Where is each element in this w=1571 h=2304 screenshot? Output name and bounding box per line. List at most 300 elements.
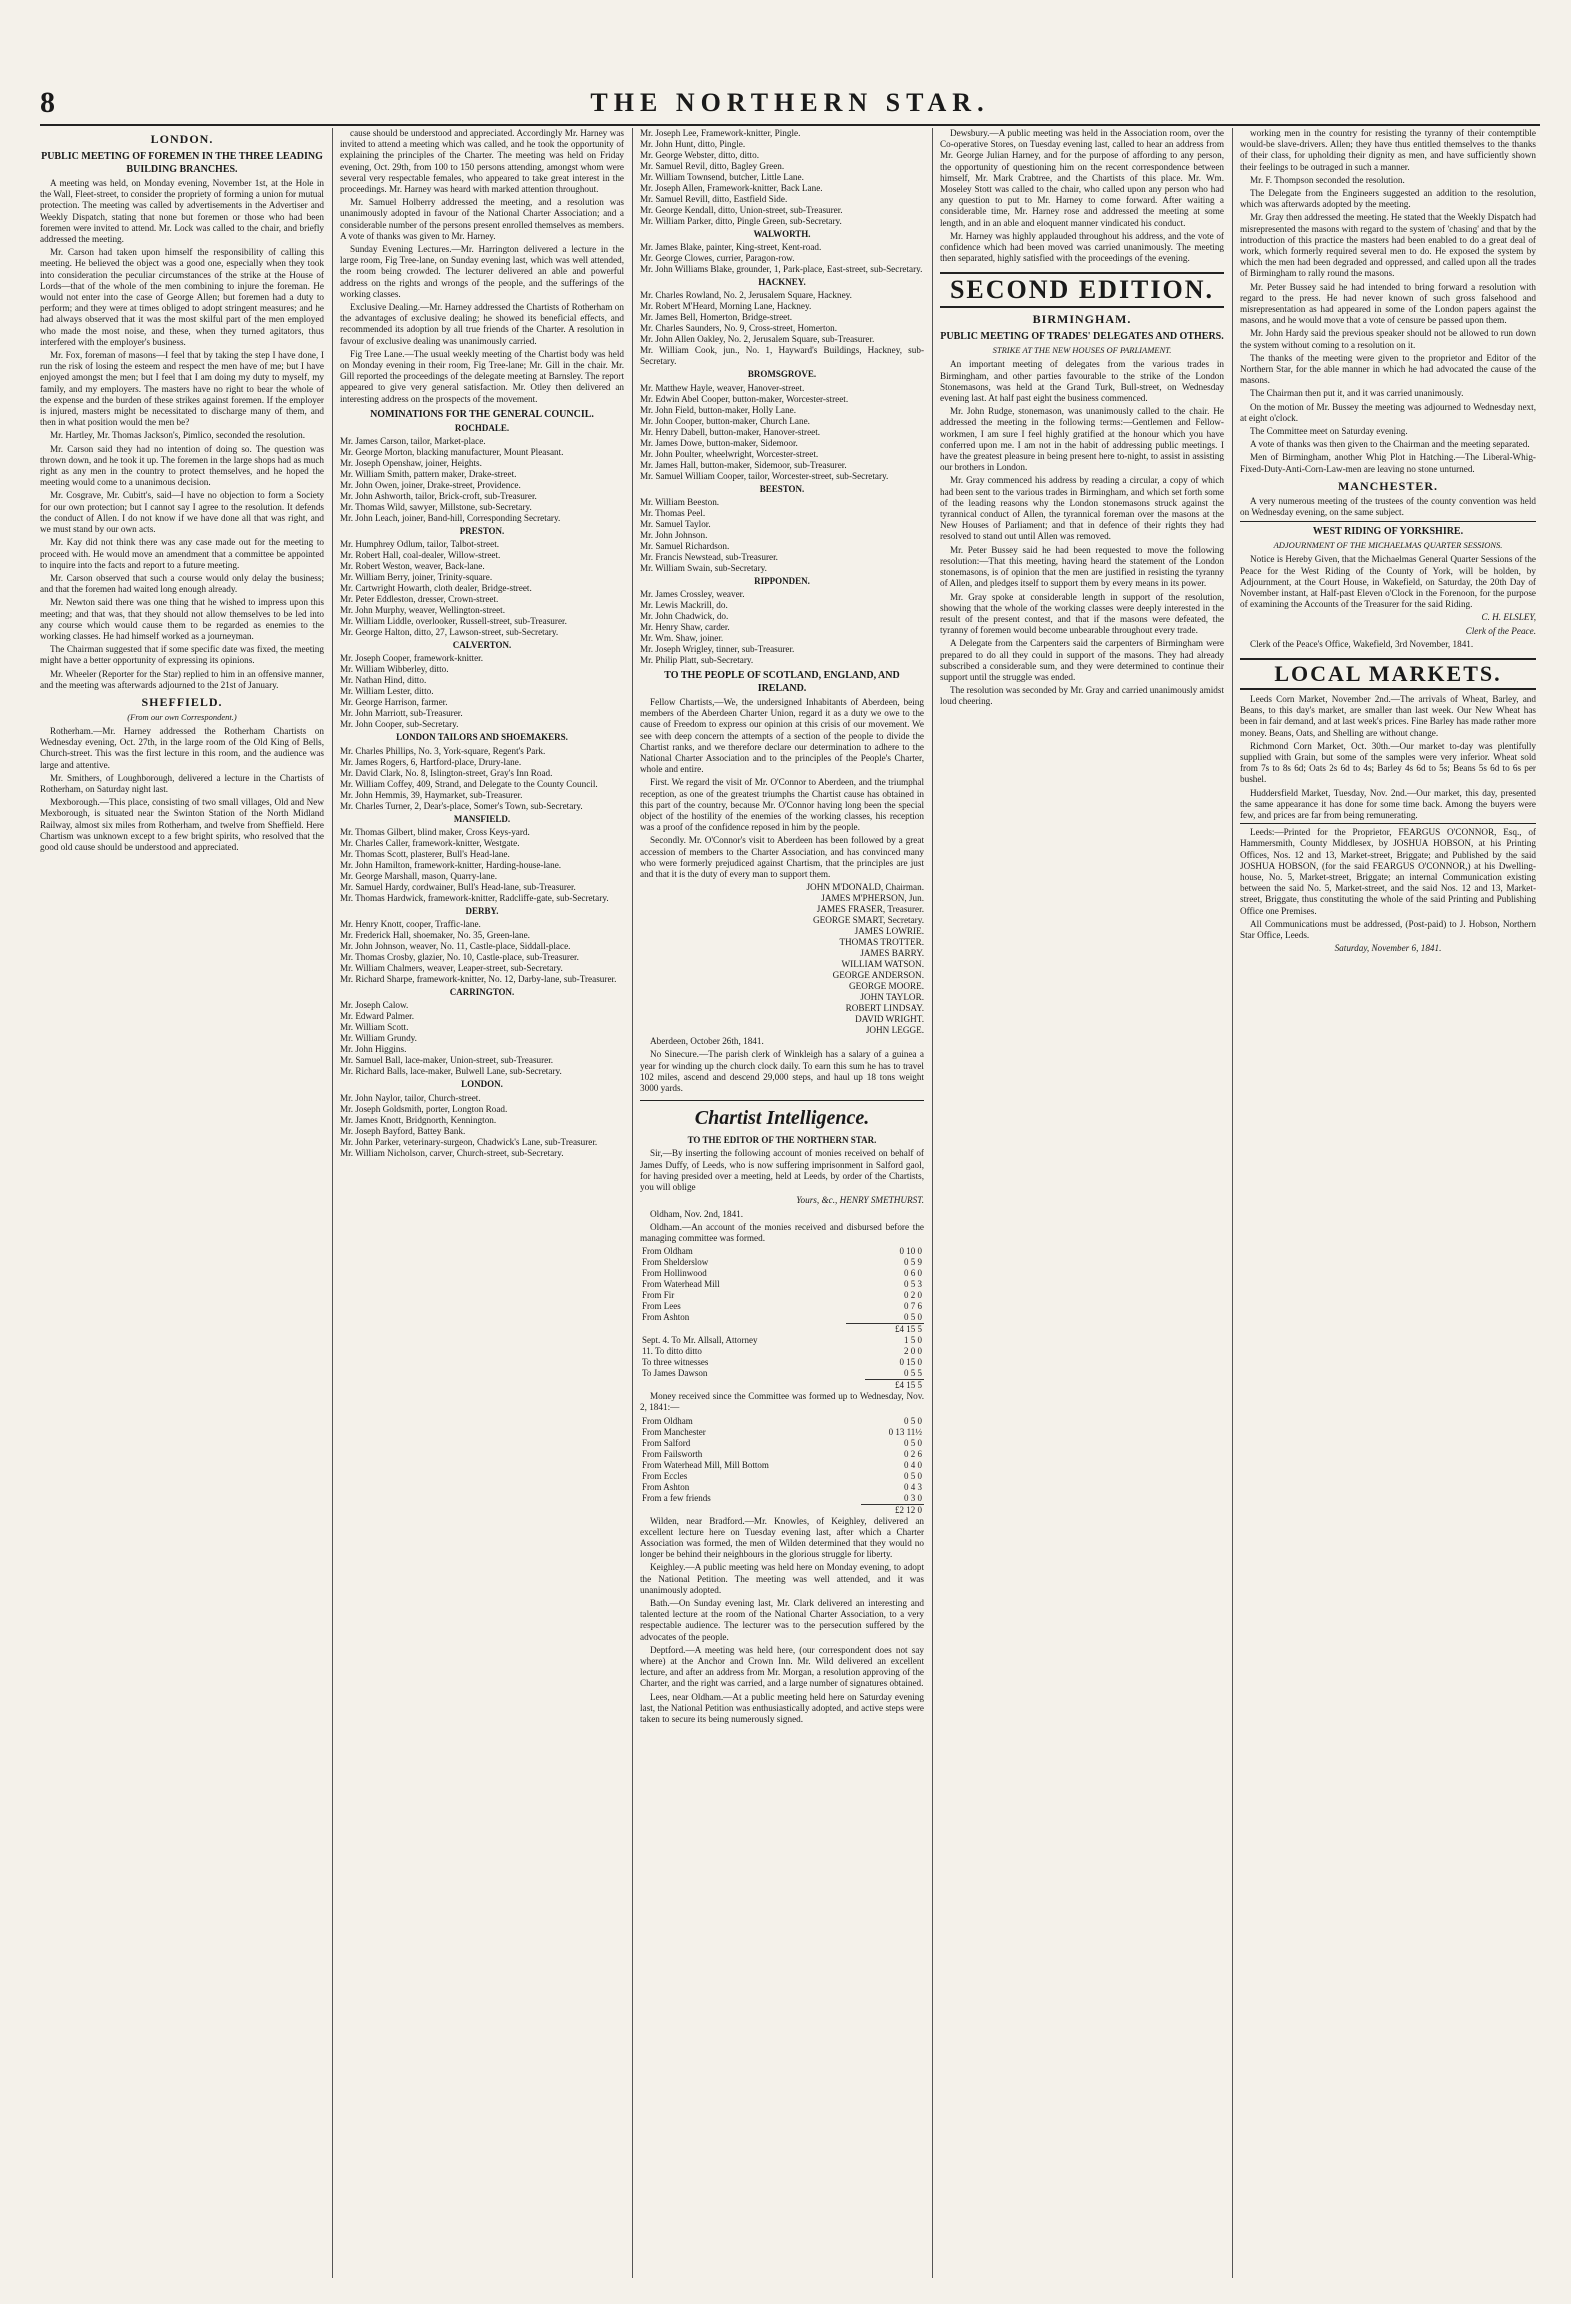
list-item: Mr. James Blake, painter, King-street, Kent-road. [640,242,822,253]
article-paragraph: Mr. Gray then addressed the meeting. He stated that the Weekly Dispatch had misrepresented the masons with regard to the system of 'chasing' and that by the introduction of this practice the masters had been enabled to do a great deal of work, which formerly required several men to do. He exposed the system by which the men had been degraded and oppressed, and called upon all the trades of Birmingham to rally round the masons. [1240,212,1536,279]
list-item: Mr. William Nicholson, carver, Church-street, sub-Secretary. [340,1147,564,1158]
article-paragraph: Mr. Harney was highly applauded throughout his address, and the vote of confidence which had been moved was carried unanimously. The meeting then separated, highly satisfied with the proceedings of the evening. [940,230,1224,264]
article-paragraph: A vote of thanks was then given to the Chairman and the meeting separated. [1250,439,1530,450]
article-paragraph: Mr. F. Thompson seconded the resolution. [1250,174,1405,185]
ripponden-heading: RIPPONDEN. [754,575,810,586]
list-item: Mr. William Coffey, 409, Strand, and Delegate to the County Council. [340,778,598,789]
list-item: Mr. John Hunt, ditto, Pingle. [640,139,746,149]
article-paragraph: Dewsbury.—A public meeting was held in the Association room, over the Co-operative Stores, on Tuesday evening last, called to hear an address from Mr. George Julian Harney, and for the purpose of affording to any person, the opportunity of questioning him on the recent correspondence between himself, Mr. Mark Crabtree, and the Chartists of this place. Mr. Wm. Moseley Stott was called to the chair, who called upon any person who had any question to put to Mr. Harney to come forward. After waiting a considerable time, Mr. Harney rose and addressed the meeting at some length, and in an able and eloquent manner vindicated his conduct. [940,128,1224,228]
table-cell-amount: 0 5 0 [904,1470,922,1481]
list-item: Mr. Joseph Calow. [340,1000,409,1011]
article-paragraph: Mr. Hartley, Mr. Thomas Jackson's, Pimlico, seconded the resolution. [50,430,306,441]
article-paragraph: The Chairman suggested that if some specific date was fixed, the meeting might have a better opportunity of expressing its opinions. [40,644,324,666]
list-item: Mr. Joseph Goldsmith, porter, Longton Road. [340,1103,508,1114]
list-item: Mr. Robert Weston, weaver, Back-lane. [340,561,485,572]
article-paragraph: Mr. Cosgrave, Mr. Cubitt's, said—I have no objection to form a Society for our own protection; but I cannot say I agree to the resolution. It defends the conduct of Allen. I do not know if we have done all that was right, and we must stand by our own acts. [40,490,324,535]
list-item: Mr. Henry Shaw, carder. [640,622,730,633]
second-edition-heading: SECOND EDITION. [940,272,1224,308]
list-item: Mr. George Morton, blacking manufacturer, Mount Pleasant. [340,447,564,458]
article-paragraph: Lees, near Oldham.—At a public meeting held here on Saturday evening last, the National Petition was enthusiastically adopted, and active steps were taken to secure its being numerously signed. [640,1691,924,1724]
column-5 [1240,128,1536,2278]
list-item: Mr. Edwin Abel Cooper, button-maker, Worcester-street. [640,393,849,404]
list-item: Mr. John Murphy, weaver, Wellington-street. [340,605,505,616]
list-item: Mr. James Bell, Homerton, Bridge-street. [640,312,793,323]
birmingham-heading: BIRMINGHAM. [1032,312,1132,327]
article-paragraph: Bath.—On Sunday evening last, Mr. Clark delivered an interesting and talented lecture at the room of the National Charter Association, to a very respectable audience. The lecturer was to the persecution suffered by the advocates of the people. [640,1597,924,1642]
calverton-list [340,653,624,730]
table-cell-item: From Failsworth [642,1448,703,1459]
ripponden-list [640,589,924,666]
list-item: Mr. Thomas Scott, plasterer, Bull's Head-lane. [340,848,510,859]
list-item: Mr. George Halton, ditto, 27, Lawson-street, sub-Secretary. [340,627,559,638]
table-row [640,1301,924,1312]
table-cell-amount: 0 5 5 [904,1368,922,1379]
list-item: Mr. John Higgins. [340,1044,407,1055]
list-item: Mr. William Cook, jun., No. 1, Hayward's Buildings, Hackney, sub-Secretary. [640,345,924,367]
table-total: £4 15 5 [846,1324,924,1336]
article-paragraph: A Delegate from the Carpenters said the carpenters of Birmingham were prepared to do all they could in support of the masons. They had already subscribed a considerable sum, and they were determined to continue their support until the struggle was ended. [940,638,1224,682]
list-item: Mr. Joseph Lee, Framework-knitter, Pingle. [640,128,801,138]
article-paragraph: Mr. Kay did not think there was any case made out for the meeting to proceed with. He would move an amendment that a committee be appointed to inquire into the facts and report to a future meeting. [40,537,324,570]
table-row [640,1279,924,1290]
london-heading: LONDON. [150,132,214,146]
list-item: Mr. John Allen Oakley, No. 2, Jerusalem Square, sub-Treasurer. [640,334,875,345]
table-row [640,1290,924,1301]
list-item: Mr. Henry Knott, cooper, Traffic-lane. [340,919,481,930]
page-columns [40,128,1540,2278]
sheffield-heading: SHEFFIELD. [141,694,223,709]
table-cell-amount: 0 4 3 [904,1481,922,1492]
table-cell-blank [640,1380,865,1392]
table-cell-item: To James Dawson [642,1368,708,1379]
table-cell-item: From Hollinwood [642,1268,707,1279]
list-item: Mr. James Crossley, weaver. [640,589,745,600]
list-item: Mr. Thomas Peel. [640,507,706,518]
list-item: Mr. John Owen, joiner, Drake-street, Providence. [340,480,521,491]
list-item: Mr. John Hamilton, framework-knitter, Harding-house-lane. [340,859,562,870]
table-cell-amount: 0 10 0 [899,1246,922,1257]
rochdale-list [340,436,624,524]
table-cell-blank [640,1504,861,1516]
london-tailors-heading: LONDON TAILORS AND SHOEMAKERS. [396,732,568,743]
derby-heading: DERBY. [465,905,499,916]
letter-place: Oldham, Nov. 2nd, 1841. [650,1208,744,1219]
list-item: Mr. William Wibberley, ditto. [340,664,449,675]
list-item: Mr. Lewis Mackrill, do. [640,600,728,611]
list-item: Mr. Samuel Taylor. [640,518,711,529]
beeston-heading: BEESTON. [759,483,805,494]
article-paragraph: Sunday Evening Lectures.—Mr. Harrington delivered a lecture in the large room, Fig Tree-lane, on Sunday evening last, which was well attended, the room being crowded. The lecturer delivered an able and powerful address on the rights and wrongs of the people, and the sufferings of the working classes. [340,244,624,299]
table-row [640,1346,924,1357]
list-item: Mr. John Ashworth, tailor, Brick-croft, sub-Treasurer. [340,491,537,502]
list-item: Mr. Francis Newstead, sub-Treasurer. [640,551,778,562]
list-item: Mr. Charles Rowland, No. 2, Jerusalem Square, Hackney. [640,290,852,301]
list-item: Mr. George Clowes, currier, Paragon-row. [640,253,795,264]
list-item: Mr. William Chalmers, weaver, Leaper-street, sub-Secretary. [340,963,563,974]
table-row [640,1257,924,1268]
table-cell-item: 11. To ditto ditto [642,1346,702,1357]
article-paragraph: Mr. Carson observed that such a course would only delay the business; and that the foremen had waited long enough already. [40,572,324,595]
table-total-row [640,1324,924,1336]
article-paragraph: Oldham.—An account of the monies received and disbursed before the managing committee was formed. [640,1221,924,1243]
table-row [640,1460,924,1471]
list-item: Mr. Robert M'Heard, Morning Lane, Hackney. [640,301,812,312]
list-item: JOHN M'DONALD, Chairman. [806,882,924,893]
table-cell-item: From Lees [642,1301,681,1312]
table-cell-amount: 0 13 11½ [888,1426,922,1437]
list-item: Mr. Samuel Revill, ditto, Eastfield Side. [640,194,788,204]
table-cell-item: From Fir [642,1290,675,1301]
list-item: Mr. Joseph Allen, Framework-knitter, Back Lane. [640,183,823,193]
list-item: Mr. Matthew Hayle, weaver, Hanover-street. [640,382,805,393]
table-row [640,1312,924,1324]
article-paragraph: Mr. Smithers, of Loughborough, delivered a lecture in the Chartists of Rotherham, on Saturday night last. [40,772,324,794]
sutton-list [640,128,924,227]
chartist-intelligence-heading: Chartist Intelligence. [640,1100,924,1131]
table-cell-item: From Waterhead Mill [642,1279,720,1290]
table-row [640,1246,924,1257]
table-total-row [640,1380,924,1392]
hackney-heading: HACKNEY. [758,277,806,288]
table-cell-item: From Salford [642,1437,691,1448]
table-total: £4 15 5 [865,1380,924,1392]
local-markets-heading: LOCAL MARKETS. [1240,658,1536,690]
newspaper-title: THE NORTHERN STAR. [590,88,990,117]
article-paragraph: cause should be understood and appreciated. Accordingly Mr. Harney was invited to attend a meeting which was called, and he took the opportunity of explaining the principles of the Charter. The meeting was held on Friday evening, Oct. 29th, from 100 to 150 persons attending, amongst whom were several very respectable females, who appeared to take great interest in the proceedings. Mr. Harney was heard with marked attention throughout. [340,128,624,195]
table-cell-item: From Ashton [642,1312,690,1323]
list-item: Mr. John Hemmis, 39, Haymarket, sub-Treasurer. [340,789,523,800]
list-item: GEORGE ANDERSON. [832,970,924,981]
mansfield-heading: MANSFIELD. [453,813,511,824]
list-item: Mr. George Webster, ditto, ditto. [640,150,759,160]
table-cell-amount: 0 5 0 [904,1415,922,1426]
column-4 [940,128,1224,2278]
bromsgrove-list [640,383,924,482]
article-paragraph: Mr. Carson had taken upon himself the responsibility of calling this meeting. He believed the object was a good one, especially when they took into consideration the peculiar circumstances of the strike at the House of Lords—that of the whole of the men combining to injure the foreman. He would not enter into the case of George Allen; but foremen had a duty to perform; and they were at times obliged to adopt stringent measures; and he had always observed that it was the most skilful part of the men employed who made the most noise, and these, when they turned agitators, thus interfered with the employer's business. [40,247,324,347]
table-row [640,1335,924,1346]
list-item: Mr. David Clark, No. 8, Islington-street, Gray's Inn Road. [340,767,553,778]
list-item: Mr. Edward Palmer. [340,1011,414,1022]
table-cell-amount: 0 5 0 [904,1312,922,1323]
article-paragraph: Deptford.—A meeting was held here, (our correspondent does not say where) at the Anchor and Crown Inn. Mr. Wild delivered an excellent lecture, and after an address from Mr. Morgan, a resolution approving of the Charter, and the right was carried, and a large number of signatures obtained. [640,1644,924,1689]
article-paragraph: The Committee meet on Saturday evening. [1250,426,1408,437]
strike-subheading: STRIKE AT THE NEW HOUSES OF PARLIAMENT. [992,345,1172,356]
article-paragraph: Mr. Samuel Holberry addressed the meeting, and a resolution was unanimously adopted in favour of the National Charter Association; and a considerable number of the persons present enrolled themselves as members. A vote of thanks was given to Mr. Harney. [340,197,624,241]
list-item: Mr. Peter Eddleston, dresser, Crown-street. [340,594,499,605]
table-total-row [640,1504,924,1516]
list-item: Mr. James Carson, tailor, Market-place. [340,436,486,447]
list-item: Mr. Richard Sharpe, framework-knitter, No. 12, Darby-lane, sub-Treasurer. [340,974,617,985]
mansfield-list [340,827,624,904]
table-cell-amount: 0 5 0 [904,1437,922,1448]
list-item: Mr. Charles Caller, framework-knitter, Westgate. [340,837,520,848]
foremen-meeting-heading: PUBLIC MEETING OF FOREMEN IN THE THREE LEADING BUILDING BRANCHES. [41,151,323,175]
list-item: Mr. Samuel Revil, ditto, Bagley Green. [640,161,785,171]
list-item: Mr. George Marshall, mason, Quarry-lane. [340,870,497,881]
list-item: GEORGE MOORE. [848,981,924,992]
table-row [640,1493,924,1505]
list-item: Mr. Joseph Cooper, framework-knitter. [340,653,484,664]
list-item: Mr. William Townsend, butcher, Little Lane. [640,172,804,182]
preston-list [340,539,624,638]
money-table [640,1416,924,1516]
article-paragraph: Money received since the Committee was formed up to Wednesday, Nov. 2, 1841:— [640,1391,924,1413]
signature-list [640,882,924,1036]
article-paragraph: Mr. Wheeler (Reporter for the Star) replied to him in an offensive manner, and the meeting was afterwards adjourned to the 21st of January. [40,668,324,690]
table-row [640,1427,924,1438]
credit-table [640,1335,924,1391]
table-cell-amount: 0 15 0 [899,1357,922,1368]
table-cell-blank [640,1324,846,1336]
table-cell-item: To three witnesses [642,1357,709,1368]
notice-paragraph: Notice is Hereby Given, that the Michaelmas General Quarter Sessions of the Peace for the West Riding of the County of York, will be holden, by Adjournment, at the Court House, in Wakefield, on Saturday, the 20th Day of November instant, at Half-past Eleven o'Clock in the Forenoon, for the purpose of examining the Accounts of the Treasurer for the said Riding. [1240,554,1536,610]
list-item: DAVID WRIGHT. [855,1014,924,1025]
article-paragraph: A meeting was held, on Monday evening, November 1st, at the Hole in the Wall, Fleet-street, to consider the propriety of forming a union for mutual protection. The meeting was called by advertisements in the Advertiser and Weekly Dispatch, stating that none but foremen or those who had been foremen were invited to attend. Mr. Lock was called to the chair, and briefly addressed the meeting. [40,178,324,245]
list-item: Mr. James Rogers, 6, Hartford-place, Drury-lane. [340,756,522,767]
article-paragraph: The thanks of the meeting were given to the proprietor and Editor of the Northern Star, for the able manner in which he had advocated the cause of the masons. [1240,352,1536,386]
table-cell-amount: 0 2 6 [904,1448,922,1459]
table-row [640,1438,924,1449]
table-row [640,1449,924,1460]
list-item: Mr. Charles Saunders, No. 9, Cross-street, Homerton. [640,323,837,334]
column-2 [340,128,624,2278]
list-item: Mr. Thomas Hardwick, framework-knitter, Radcliffe-gate, sub-Secretary. [340,892,609,903]
list-item: JAMES FRASER, Treasurer. [816,904,924,915]
notice-place: Clerk of the Peace's Office, Wakefield, 3rd November, 1841. [1250,638,1474,649]
article-paragraph: Mr. Newton said there was one thing that he wished to impress upon this meeting; and that was, that they should not allow themselves to be led into any course which would cause them to be regarded as enemies to the working classes. He had himself worked as a journeyman. [40,597,324,641]
list-item: Mr. William Smith, pattern maker, Drake-street. [340,469,517,480]
table-cell-amount: 0 2 0 [904,1290,922,1301]
table-row [640,1268,924,1279]
table-total: £2 12 0 [861,1504,924,1516]
list-item: Mr. Cartwright Howarth, cloth dealer, Bridge-street. [340,583,532,594]
list-item: Mr. James Hall, button-maker, Sidemoor, sub-Treasurer. [640,459,847,470]
article-paragraph: Mr. John Hardy said the previous speaker should not be allowed to run down the system without coming to a resolution on it. [1240,328,1536,350]
table-cell-amount: 1 5 0 [904,1335,922,1346]
list-item: Mr. Thomas Gilbert, blind maker, Cross Keys-yard. [340,826,530,837]
article-paragraph: Men of Birmingham, another Whig Plot in Hatching.—The Liberal-Whig-Fixed-Duty-Anti-Corn-Law-men are leaving no stone unturned. [1240,452,1536,474]
list-item: JOHN TAYLOR. [860,992,924,1003]
list-item: Mr. George Harrison, farmer. [340,697,448,708]
list-item: Mr. John Parker, veterinary-surgeon, Chadwick's Lane, sub-Treasurer. [340,1136,598,1147]
list-item: Mr. Charles Phillips, No. 3, York-square, Regent's Park. [340,745,546,756]
list-item: Mr. Henry Dabell, button-maker, Hanover-street. [640,426,821,437]
list-item: Mr. Joseph Openshaw, joiner, Heights. [340,458,482,469]
list-item: Mr. Philip Platt, sub-Secretary. [640,655,754,666]
article-paragraph: First. We regard the visit of Mr. O'Connor to Aberdeen, and the triumphal reception, as one of the greatest triumphs the Chartist cause has obtained in this part of the country, because Mr. O'Connor having long been the special object of the hostility of the enemies of the working classes, his reception was a proof of the confidence reposed in him by the people. [640,777,924,833]
article-paragraph: Mr. Gray commenced his address by reading a circular, a copy of which had been sent to the various trades in Birmingham, and which set forth some of the leading reasons why the London stonemasons struck against the tyrannical conduct of Allen, the tyrannical foreman over the masons at the New Houses of Parliament; and that in defence of their rights they had resolved to stand out until Allen was removed. [940,475,1224,542]
list-item: Mr. William Lester, ditto. [340,686,434,697]
article-paragraph: The resolution was seconded by Mr. Gray and carried unanimously amidst loud cheering. [940,685,1224,707]
hackney-list [640,290,924,367]
list-item: Mr. John Williams Blake, grounder, 1, Park-place, East-street, sub-Secretary. [640,264,923,275]
table-cell-item: From Ashton [642,1481,690,1492]
list-item: Mr. Samuel Richardson. [640,540,730,551]
walworth-heading: WALWORTH. [753,229,811,239]
market-report: Leeds Corn Market, November 2nd.—The arrivals of Wheat, Barley, and Beans, to this day's market, are smaller than last week. Our New Wheat has been in fair demand, and at last week's prices. Fine Barley has made rather more money. Beans, Oats, and Shelling are without change. [1240,693,1536,738]
list-item: Mr. William Parker, ditto, Pingle Green, sub-Secretary. [640,216,842,226]
london-tailors-list [340,746,624,812]
article-paragraph: Rotherham.—Mr. Harney addressed the Rotherham Chartists on Wednesday evening, Oct. 27th, in the large room of the Old King of Bells, Church-street. This was the first lecture in this room, and the audience was large and attentive. [40,725,324,770]
article-paragraph: Mr. Gray spoke at considerable length in support of the resolution, showing that the whole of the working classes were deeply interested in the result of the present contest, and that if the masons were defeated, the tyranny of foremen would become unbearable throughout every trade. [940,591,1224,636]
article-paragraph: Sir,—By inserting the following account of monies received on behalf of James Duffy, of Leeds, who is now suffering imprisonment in Salford gaol, for having presided over a meeting, held at Leeds, by order of the Chartists, you will oblige [640,1148,924,1193]
market-report: Richmond Corn Market, Oct. 30th.—Our market to-day was plentifully supplied with Grain, but some of the samples were very inferior. Wheat sold from 7s to 8s 6d; Oats 2s 6d to 4s; Barley 4s 6d to 5s; Beans 5s 6d to 6s per bushel. [1240,740,1536,785]
table-cell-amount: 0 6 0 [904,1268,922,1279]
letter-signature: Yours, &c., HENRY SMETHURST. [796,1195,924,1206]
list-item: Mr. Thomas Wild, sawyer, Millstone, sub-Secretary. [340,502,532,513]
list-item: Mr. Samuel Hardy, cordwainer, Bull's Head-lane, sub-Treasurer. [340,881,576,892]
manchester-heading: MANCHESTER. [1337,478,1438,493]
article-paragraph: The Chairman then put it, and it was carried unanimously. [1250,388,1464,399]
editor-heading: TO THE EDITOR OF THE NORTHERN STAR. [687,1135,877,1146]
bromsgrove-heading: BROMSGROVE. [747,369,817,380]
list-item: JAMES BARRY. [860,948,924,959]
birmingham-subheading: PUBLIC MEETING OF TRADES' DELEGATES AND OTHERS. [940,331,1224,343]
list-item: JAMES M'PHERSON, Jun. [821,893,924,904]
table-cell-amount: 2 0 0 [904,1346,922,1357]
column-divider [932,128,933,2278]
list-item: Mr. Charles Turner, 2, Dear's-place, Somer's Town, sub-Secretary. [340,800,583,811]
article-paragraph: Fellow Chartists,—We, the undersigned Inhabitants of Aberdeen, being members of the Aberdeen Charter Union, regard it as a duty we owe to the cause of Freedom to express our opinion at this crisis of our movement. We see with deep concern the attempts of a section of the people to divide the Chartist ranks, and we therefore declare our determination to adhere to the National Charter Association and to the principles of the People's Charter, whole and entire. [640,697,924,775]
list-item: GEORGE SMART, Secretary. [813,915,924,926]
table-cell-item: From Oldham [642,1246,693,1257]
list-item: Mr. William Swain, sub-Secretary. [640,562,767,573]
masthead [40,86,1540,120]
nominations-heading: NOMINATIONS FOR THE GENERAL COUNCIL. [370,408,594,420]
article-paragraph: No Sinecure.—The parish clerk of Winkleigh has a salary of a guinea a year for winding up the church clock daily. To earn this sum he has to travel 102 miles, ascend and descend 29,000 steps, and haul up 18 tons weight 3000 yards. [640,1049,924,1094]
list-item: Mr. Richard Balls, lace-maker, Bulwell Lane, sub-Secretary. [340,1066,562,1077]
market-report: Huddersfield Market, Tuesday, Nov. 2nd.—Our market, this day, presented the same appearance it has done for some time back. Among the buyers were few, and prices are far from being remunerating. [1240,787,1536,820]
table-cell-item: From Manchester [642,1426,706,1437]
column-divider [332,128,333,2278]
list-item: Mr. John Johnson, weaver, No. 11, Castle-place, Siddall-place. [340,941,571,952]
adjournment-subheading: ADJOURNMENT OF THE MICHAELMAS QUARTER SESSIONS. [1273,540,1503,551]
carrington-heading: CARRINGTON. [449,987,515,998]
table-cell-amount: 0 4 0 [904,1459,922,1470]
list-item: Mr. Joseph Wrigley, tinner, sub-Treasurer. [640,644,795,655]
derby-list [340,919,624,985]
table-row [640,1357,924,1368]
beeston-list [640,497,924,574]
list-item: WILLIAM WATSON. [841,959,924,970]
list-item: ROBERT LINDSAY. [845,1003,924,1014]
list-item: Mr. Humphrey Odlum, tailor, Talbot-street. [340,539,500,550]
article-paragraph: Mr. Peter Bussey said he had been requested to move the following resolution:—That this meeting, having heard the statement of the London stonemasons, is of opinion that the men are justified in resisting the tyranny of Allen, and pledges itself to support them by every means in its power. [940,544,1224,589]
list-item: Mr. Robert Hall, coal-dealer, Willow-street. [340,550,501,561]
article-paragraph: Mr. John Rudge, stonemason, was unanimously called to the chair. He addressed the meeting in the following terms:—Gentlemen and Fellow-workmen, I am sure I feel highly gratified at the honour which you have conferred upon me. I am not in the habit of addressing public meetings. I have the greatest pleasure in being present here to-night, to assist in assisting our brothers in London. [940,406,1224,473]
issue-date: Saturday, November 6, 1841. [1334,943,1442,954]
list-item: Mr. William Grundy. [340,1033,417,1044]
printer-imprint-address: All Communications must be addressed, (Post-paid) to J. Hobson, Northern Star Office, Leeds. [1240,918,1536,940]
table-row [640,1416,924,1427]
article-paragraph: Mr. Fox, foreman of masons—I feel that by taking the step I have done, I run the risk of losing the esteem and respect the men have of me; but I have enjoyed amongst the men; but I feel that I am doing my duty to myself, my family, and my employers. The masters have no right to bear the whole of the expense and the burden of these strikes against foremen. If the employer is injured, masters might be necessitated to discharge many of them, and then in what position would the men be? [40,350,324,428]
article-paragraph: Mr. Peter Bussey said he had intended to bring forward a resolution with regard to the press. He had never known of such gross falsehood and misrepresentation as had appeared in some of the London papers against the masons, and he would move that a vote of censure be passed upon them. [1240,281,1536,326]
list-item: Mr. John Johnson. [640,529,708,540]
list-item: Mr. John Poulter, wheelwright, Worcester-street. [640,448,819,459]
list-item: Mr. Samuel Ball, lace-maker, Union-street, sub-Treasurer. [340,1055,554,1066]
list-item: Mr. George Kendall, ditto, Union-street, sub-Treasurer. [640,205,843,215]
carrington-list [340,1000,624,1077]
list-item: Mr. Nathan Hind, ditto. [340,675,427,686]
accounts-table [640,1246,924,1335]
list-item: Mr. John Field, button-maker, Holly Lane. [640,404,797,415]
list-item: Mr. John Naylor, tailor, Church-street. [340,1092,481,1103]
column-divider [632,128,633,2278]
list-item: Mr. Thomas Crosby, glazier, No. 10, Castle-place, sub-Treasurer. [340,952,579,963]
column-3 [640,128,924,2278]
london-heading-2: LONDON. [461,1079,503,1090]
list-item: Mr. Samuel William Cooper, tailor, Worcester-street, sub-Secretary. [640,470,889,481]
masthead-rule [40,124,1540,126]
article-paragraph: On the motion of Mr. Bussey the meeting was adjourned to Wednesday next, at eight o'clock. [1240,401,1536,423]
article-paragraph: working men in the country for resisting the tyranny of their contemptible would-be slave-drivers. Allen; they have thus entitled themselves to the thanks of their class, for upholding their dignity as men, and have sufficiently shown their feelings to be outraged in such a manner. [1240,128,1536,172]
table-cell-amount: 0 3 0 [904,1492,922,1503]
article-paragraph: Wilden, near Bradford.—Mr. Knowles, of Keighley, delivered an excellent lecture here on Tuesday evening last, after which a Charter Association was formed, the men of Wilden determined that they would no longer be behind their neighbours in the glorious struggle for liberty. [640,1515,924,1560]
article-paragraph: Mexborough.—This place, consisting of two small villages, Old and New Mexborough, is situated near the Swinton Station of the North Midland Railway, almost six miles from Rotherham, and twelve from Sheffield. Here Chartism was unknown except to a few bright spirits, who resolved that the good old cause should be understood and appreciated. [40,797,324,852]
list-item: Mr. William Berry, joiner, Trinity-square. [340,572,493,583]
list-item: Mr. Frederick Hall, shoemaker, No. 35, Green-lane. [340,930,530,941]
list-item: Mr. John Cooper, button-maker, Church Lane. [640,415,810,426]
article-paragraph: Keighley.—A public meeting was held here on Monday evening, to adopt the National Petition. The meeting was well attended, and it was unanimously adopted. [640,1562,924,1595]
table-cell-item: From a few friends [642,1492,711,1503]
table-cell-item: Sept. 4. To Mr. Allsall, Attorney [642,1335,758,1346]
article-paragraph: A very numerous meeting of the trustees of the county convention was held on Wednesday evening, on the same subject. [1240,495,1536,518]
list-item: Mr. Wm. Shaw, joiner. [640,633,724,644]
table-cell-item: From Shelderslow [642,1257,709,1268]
article-paragraph: Fig Tree Lane.—The usual weekly meeting of the Chartist body was held on Monday evening in their room, Fig Tree-lane; Mr. Gill in the chair. Mr. Gill reported the proceedings of the delegate meeting at Barnsley. The report appeared to give very general satisfaction. Mr. Otley then delivered an interesting address on the prospects of the movement. [340,348,624,404]
list-item: Mr. Joseph Bayford, Battey Bank. [340,1125,466,1136]
list-item: Mr. John Leach, joiner, Band-hill, Corresponding Secretary. [340,513,561,524]
list-item: Mr. William Liddle, overlooker, Russell-street, sub-Treasurer. [340,616,567,627]
notice-signature: C. H. ELSLEY, [1481,612,1536,623]
list-item: THOMAS TROTTER. [839,937,924,948]
table-row [640,1368,924,1380]
article-paragraph: Exclusive Dealing.—Mr. Harney addressed the Chartists of Rotherham on the advantages of exclusive dealing; he showed its beneficial effects, and recommended its adoption by all true friends of the Charter. A resolution in favour of exclusive dealing was unanimously carried. [340,302,624,346]
west-riding-heading: WEST RIDING OF YORKSHIRE. [1240,521,1536,538]
table-cell-item: From Waterhead Mill, Mill Bottom [642,1459,769,1470]
table-cell-item: From Oldham [642,1415,693,1426]
table-cell-item: From Eccles [642,1470,688,1481]
table-cell-amount: 0 7 6 [904,1301,922,1312]
list-item: Mr. James Dowe, button-maker, Sidemoor. [640,437,798,448]
notice-signature-title: Clerk of the Peace. [1465,625,1536,636]
column-1 [40,128,324,2278]
list-item: JOHN LEGGE. [865,1025,924,1036]
preston-heading: PRESTON. [459,526,505,537]
calverton-heading: CALVERTON. [452,640,512,651]
table-cell-amount: 0 5 9 [904,1257,922,1268]
table-row [640,1471,924,1482]
walworth-list [640,242,924,275]
date-line: Aberdeen, October 26th, 1841. [650,1036,764,1047]
article-paragraph: Mr. Carson said they had no intention of doing so. The question was thrown down, and he took it up. The foremen in the large shops had as much right as any men in the country to protect themselves, and he hoped the meeting would come to a unanimous decision. [40,443,324,488]
list-item: Mr. James Knott, Bridgnorth, Kennington. [340,1114,497,1125]
article-paragraph: The Delegate from the Engineers suggested an addition to the resolution, which was afterwards adopted by the meeting. [1240,188,1536,210]
address-heading: TO THE PEOPLE OF SCOTLAND, ENGLAND, AND IRELAND. [664,670,900,695]
printer-imprint: Leeds:—Printed for the Proprietor, FEARGUS O'CONNOR, Esq., of Hammersmith, County Middlesex, by JOSHUA HOBSON, at his Printing Offices, Nos. 12 and 13, Market-street, Briggate; and Published by the said JOSHUA HOBSON, (for the said FEARGUS O'CONNOR,) at his Dwelling-house, No. 5, Market-street, Briggate; an internal Communication existing between the said No. 5, Market-street, and the said Nos. 12 and 13, Market-street, Briggate, thus constituting the whole of the said Printing and Publishing Office one Premises. [1240,823,1536,917]
london-list-2 [340,1093,624,1159]
article-paragraph: Secondly. Mr. O'Connor's visit to Aberdeen has been followed by a great accession of members to the Charter Association, and has convinced many who were formerly prejudiced against Chartism, that the principles are just and that it is the duty of every man to support them. [640,835,924,880]
list-item: Mr. John Cooper, sub-Secretary. [340,719,459,730]
page-number: 8 [40,86,55,119]
column-divider [1232,128,1233,2278]
table-cell-amount: 0 5 3 [904,1279,922,1290]
sheffield-subheading: (From our own Correspondent.) [127,711,237,722]
list-item: Mr. John Marriott, sub-Treasurer. [340,708,463,719]
table-row [640,1482,924,1493]
article-paragraph: An important meeting of delegates from the various trades in Birmingham, and other parties favourable to the strike of the London Stonemasons, was held at the Grand Turk, Bull-street, on Wednesday evening last. At half past eight the business commenced. [940,359,1224,404]
list-item: JAMES LOWRIE. [854,926,924,937]
